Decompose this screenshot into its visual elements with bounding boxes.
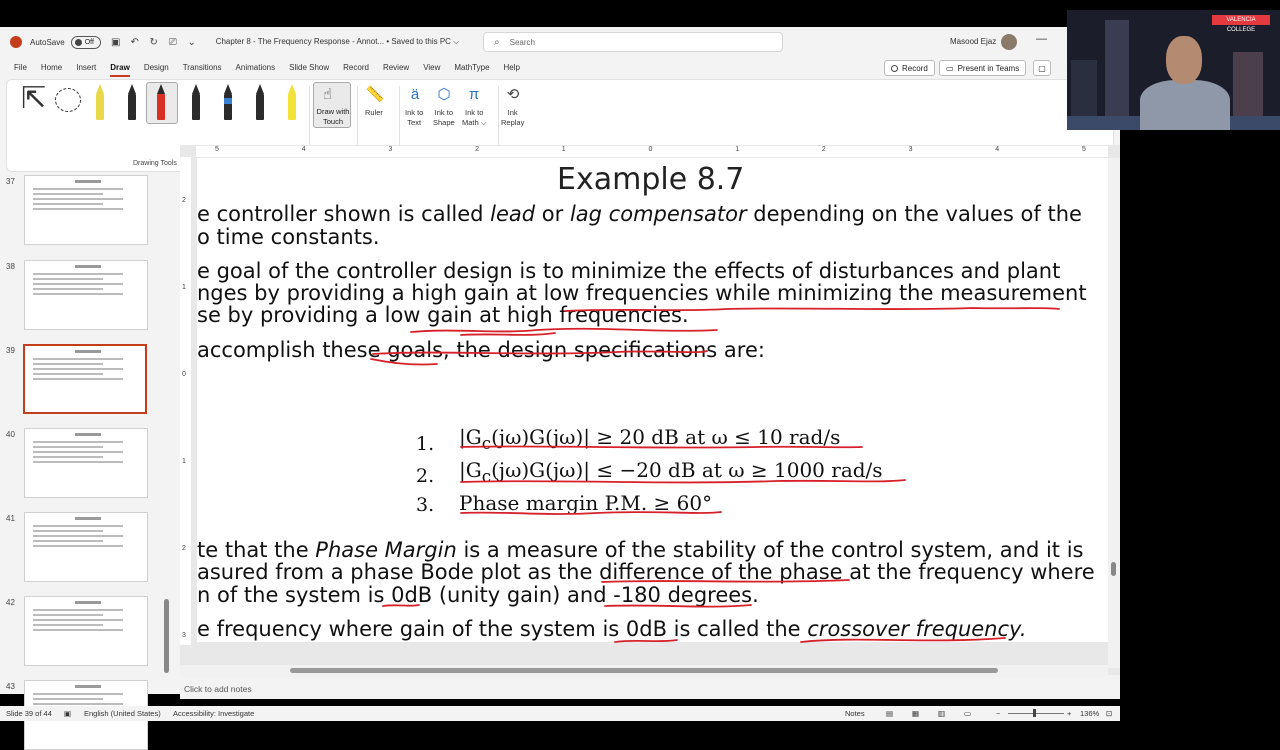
p1-e: depending on the values of the [746, 202, 1082, 226]
ruler-tick: 1 [735, 146, 740, 153]
ink-to-math-button[interactable] [462, 108, 486, 128]
slide-thumbnail[interactable] [24, 260, 148, 330]
ruler-tick: 2 [182, 197, 186, 204]
select-cursor-icon[interactable]: ⇱ [21, 82, 47, 115]
ruler-button[interactable]: Ruler [365, 108, 383, 117]
slide-thumbnail[interactable] [24, 428, 148, 498]
paragraph-2-line-1: e goal of the controller design is to minimize the effects of disturbances and plant [197, 259, 1061, 283]
autosave-label: AutoSave [30, 37, 65, 47]
ruler-tick: 1 [561, 146, 566, 153]
accessibility-status[interactable]: Accessibility: Investigate [173, 709, 255, 718]
status-bar [0, 706, 1120, 721]
horizontal-ruler [196, 146, 1108, 157]
tab-review[interactable]: Review [382, 63, 410, 72]
ink-replay-button[interactable] [501, 108, 524, 128]
minimize-button[interactable]: — [1036, 33, 1047, 45]
ink-underline-7 [461, 480, 905, 482]
search-icon: ⌕ [494, 36, 500, 48]
thumbnail-number: 39 [6, 346, 15, 355]
pen-3-icon[interactable] [154, 84, 168, 120]
ruler-icon[interactable]: 📏 [365, 86, 385, 103]
ink-replay-label-2: Replay [501, 118, 525, 127]
ink-underline-2 [411, 329, 717, 332]
redo-icon[interactable]: ↻ [149, 36, 158, 48]
paragraph-2-line-3: se by providing a low gain at high frequencies. [197, 303, 689, 327]
present-label: Present in Teams [957, 63, 1020, 73]
ink-to-math-icon[interactable]: π [468, 85, 480, 103]
normal-view-icon[interactable]: ▤ [886, 709, 894, 718]
ruler-tick: 5 [1082, 146, 1086, 153]
webcam-badge: VALENCIA COLLEGE [1212, 15, 1270, 25]
ink-underline-4 [373, 351, 707, 354]
slide-sorter-icon[interactable]: ▦ [912, 709, 920, 718]
cam-person-body [1140, 80, 1230, 130]
ink-annotations [197, 158, 1108, 642]
record-label: Record [902, 63, 928, 73]
fit-to-window-icon[interactable]: ⊡ [1106, 709, 1113, 718]
search-placeholder: Search [509, 37, 535, 47]
pen-2-icon[interactable] [125, 84, 139, 120]
paragraph-3: accomplish these goals, the design specifications are: [197, 338, 765, 362]
ink-underline-5 [371, 359, 437, 365]
ruler-tick: 2 [182, 545, 186, 552]
ink-underline-1 [565, 308, 1059, 311]
p5-a: e frequency where gain of the system is 0dB is called the [197, 617, 808, 641]
ink-underline-12 [615, 640, 677, 642]
equation-1-number: 1. [416, 433, 435, 455]
avatar[interactable] [1001, 34, 1017, 50]
slide-canvas[interactable] [197, 158, 1108, 642]
language-status[interactable]: English (United States) [84, 709, 161, 718]
ruler-tick: 2 [821, 146, 826, 153]
thumbnail-scroll-thumb[interactable] [164, 599, 169, 673]
slide-horizontal-scrollbar[interactable] [180, 665, 1108, 677]
paragraph-1-line-2: o time constants. [197, 225, 380, 249]
slide-vertical-scroll-thumb[interactable] [1111, 562, 1116, 576]
ink-underline-8 [461, 512, 721, 514]
equation-2: $|G_c(j\omega)G(j\omega)| \le -20$ dB at ω ≥ 1000 rad/s [459, 458, 883, 486]
paragraph-4-line-3: n of the system is 0dB (unity gain) and -180 degrees. [197, 583, 759, 607]
teams-icon: ▭ [946, 63, 954, 73]
present-from-start-icon[interactable]: ⎚ [168, 36, 177, 48]
record-button[interactable] [884, 60, 935, 76]
cam-person-head [1166, 36, 1202, 84]
thumbnail-number: 41 [6, 514, 15, 523]
ink-underline-3 [461, 333, 555, 335]
zoom-level[interactable]: 136% [1080, 709, 1100, 718]
p1-b: lead [490, 202, 536, 226]
draw-with-touch-label-2: Touch [322, 117, 343, 126]
slide-thumbnails-panel [0, 145, 176, 691]
pen-7-icon[interactable] [285, 84, 299, 120]
notes-toggle[interactable]: Notes [845, 709, 865, 718]
ink-to-text-label-1: Ink to [405, 108, 424, 117]
tab-design[interactable]: Design [143, 63, 169, 72]
ruler-tick: 1 [182, 284, 186, 291]
powerpoint-logo-icon [10, 36, 22, 48]
slide-show-icon[interactable]: ▭ [964, 709, 972, 718]
pen-5-icon[interactable] [221, 84, 235, 120]
customize-toolbar-icon[interactable]: ⌄ [187, 36, 196, 48]
tab-draw[interactable]: Draw [110, 59, 130, 77]
ruler-tick: 0 [182, 371, 186, 378]
ink-to-text-icon[interactable]: ä [410, 85, 420, 103]
comment-icon: ▢ [1038, 63, 1046, 73]
p4-c: is a measure of the stability of the control system, and it is [456, 538, 1084, 562]
thumbnail-number: 43 [6, 682, 15, 691]
pen-1-icon[interactable] [93, 84, 107, 120]
thumbnail-number: 40 [6, 430, 15, 439]
ink-underline-11 [605, 605, 751, 607]
thumbnail-scrollbar[interactable] [164, 171, 169, 676]
cam-building [1105, 20, 1129, 130]
ruler-tick: 5 [215, 146, 219, 153]
ink-to-math-label-2: Math ⌵ [462, 118, 487, 127]
ruler-tick: 3 [908, 146, 913, 153]
zoom-slider[interactable] [1008, 713, 1064, 714]
tab-record[interactable]: Record [343, 63, 369, 72]
equation-2-number: 2. [416, 465, 435, 487]
tab-animations[interactable]: Animations [235, 63, 276, 72]
tab-insert[interactable]: Insert [76, 63, 97, 72]
slide-horizontal-scroll-thumb[interactable] [290, 668, 998, 673]
equation-1: $|G_c(j\omega)G(j\omega)| \ge 20$ dB at ω ≤ 10 rad/s [459, 425, 841, 453]
draw-with-touch-label-1: Draw with [316, 107, 350, 116]
tab-slide-show[interactable]: Slide Show [289, 63, 330, 72]
slide-vertical-scrollbar[interactable] [1108, 158, 1120, 668]
autosave-toggle[interactable] [71, 36, 101, 49]
tab-mathtype[interactable]: MathType [454, 63, 490, 72]
touch-hand-icon: ☝ [323, 86, 333, 103]
slide-thumbnail[interactable] [23, 344, 147, 414]
thumbnail-number: 37 [6, 177, 15, 186]
present-in-teams-button[interactable] [939, 60, 1026, 76]
ruler-tick: 3 [388, 146, 393, 153]
zoom-out-icon[interactable]: − [996, 709, 1001, 718]
undo-icon[interactable]: ↶ [130, 36, 139, 48]
draw-with-touch-button[interactable] [313, 82, 351, 128]
ruler-tick: 0 [648, 146, 653, 153]
slide-title: Example 8.7 [557, 162, 745, 197]
ink-to-text-button[interactable] [405, 108, 423, 128]
ink-underline-6 [461, 446, 862, 447]
zoom-slider-thumb[interactable] [1033, 709, 1036, 717]
pen-4-icon[interactable] [189, 84, 203, 120]
ink-to-shape-label-1: Ink to [434, 108, 454, 117]
comments-button[interactable] [1033, 60, 1051, 76]
zoom-in-icon[interactable]: + [1067, 709, 1072, 718]
ink-to-math-label-1: Ink to [465, 108, 484, 117]
ruler-tick: 1 [182, 458, 186, 465]
ruler-tick: 2 [475, 146, 479, 153]
p1-c: or [535, 202, 570, 226]
paragraph-4-line-2: asured from a phase Bode plot as the difference of the phase at the frequency where [197, 560, 1095, 584]
tab-view[interactable]: View [423, 63, 441, 72]
document-title[interactable]: Chapter 8 - The Frequency Response - Annot... • Saved to this PC ⌵ [215, 37, 460, 46]
save-icon[interactable]: ▣ [110, 36, 121, 48]
ink-underline-13 [801, 638, 1005, 642]
search-input[interactable] [483, 32, 783, 52]
autosave-state: Off [84, 38, 94, 46]
lasso-select-icon[interactable] [55, 88, 81, 112]
ink-to-text-label-2: Text [407, 118, 422, 127]
slide-thumbnail[interactable] [24, 512, 148, 582]
slide-thumbnail[interactable] [24, 596, 148, 666]
group-label-drawing-tools: Drawing Tools [133, 160, 177, 167]
powerpoint-window [0, 27, 1120, 718]
p1-d: lag compensator [569, 202, 747, 226]
paragraph-2-line-2: nges by providing a high gain at low frequencies while minimizing the measurement [197, 281, 1087, 305]
ink-to-shape-icon[interactable]: ⬡ [437, 86, 451, 103]
ruler-tick: 4 [995, 146, 1000, 153]
record-icon [891, 65, 898, 72]
tab-transitions[interactable]: Transitions [182, 63, 222, 72]
ink-to-shape-label-2: Shape [433, 118, 455, 127]
ink-underline-10 [383, 605, 419, 606]
ink-underline-9 [602, 580, 849, 582]
draw-with-touch-label [314, 107, 352, 127]
p4-b: Phase Margin [315, 538, 457, 562]
ruler-tick: 4 [301, 146, 306, 153]
equation-3: Phase margin P.M. ≥ 60° [459, 491, 713, 515]
ruler-tick: 3 [182, 632, 186, 639]
tab-help[interactable]: Help [503, 63, 520, 72]
slide-counter: Slide 39 of 44 [6, 709, 52, 718]
tab-home[interactable]: Home [40, 63, 63, 72]
p1-a: e controller shown is called [197, 202, 491, 226]
p4-a: te that the [197, 538, 316, 562]
pen-6-icon[interactable] [253, 84, 267, 120]
ink-replay-icon[interactable]: ⟲ [506, 86, 520, 103]
thumbnail-number: 42 [6, 598, 15, 607]
thumbnail-number: 38 [6, 262, 15, 271]
vertical-ruler [180, 157, 191, 645]
notes-pane[interactable]: Click to add notes [180, 677, 1120, 699]
tab-file[interactable]: File [14, 63, 27, 72]
user-name: Masood Ejaz [950, 37, 997, 46]
slide-thumbnail[interactable] [24, 175, 148, 245]
p5-b: crossover frequency. [807, 617, 1027, 641]
equation-3-number: 3. [416, 494, 435, 516]
ink-to-shape-button[interactable] [433, 108, 455, 128]
ink-replay-label-1: Ink [507, 108, 518, 117]
spell-check-icon[interactable]: ▣ [64, 709, 72, 718]
reading-view-icon[interactable]: ▥ [938, 709, 946, 718]
